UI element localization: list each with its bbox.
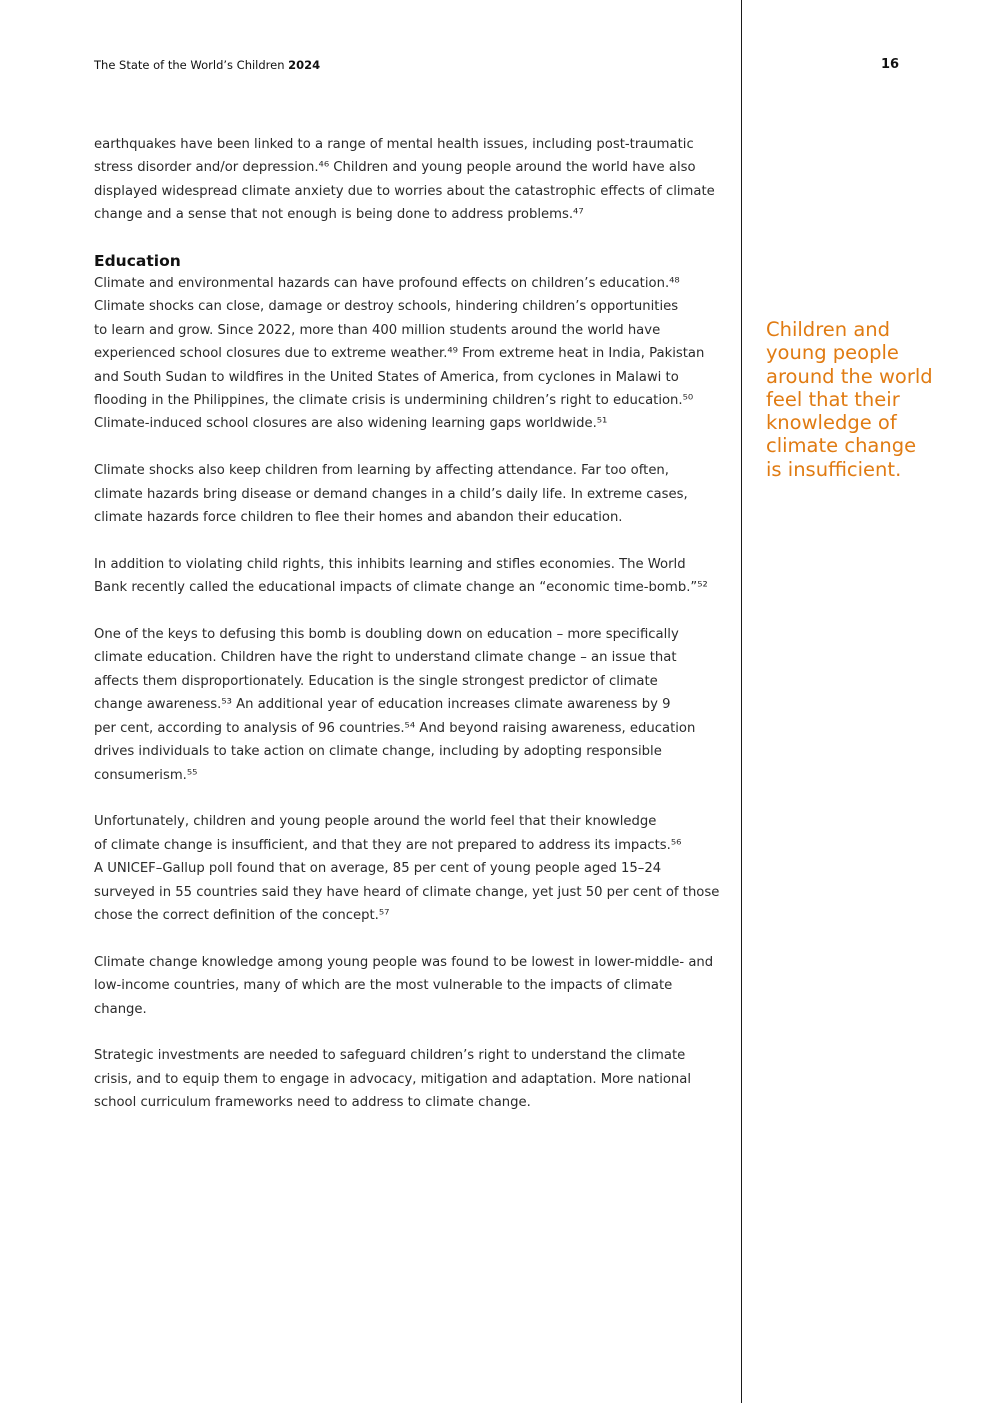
body-paragraph: Climate change knowledge among young people was found to be lowest in lower-middle- and low-income countries, many of which are the most vulnerable to the impacts of climate change. <box>94 954 714 1017</box>
body-paragraph: Climate shocks also keep children from learning by affecting attendance. Far too often, climate hazards bring disease or demand changes in a child’s daily life. In extreme cases, climate hazards force children to flee their homes and abandon their education. <box>94 463 688 526</box>
column-divider <box>741 0 742 1403</box>
body-paragraph: In addition to violating child rights, this inhibits learning and stifles economies. The World Bank recently called the educational impacts of climate change an “economic time-bomb.”⁵² <box>94 556 708 596</box>
main-column <box>94 133 724 1138</box>
intro-paragraph: earthquakes have been linked to a range of mental health issues, including post-traumatic stress disorder and/or depression.⁴⁶ Children and young people around the world have also displayed widespread climate anxiety due to worries about the catastrophic effects of climate change and a sense that not enough is being done to address problems.⁴⁷ <box>94 137 715 223</box>
publication-year: 2024 <box>288 58 321 72</box>
pull-quote: Children and young people around the world feel that their knowledge of climate change is insufficient. <box>766 318 933 481</box>
body-paragraph: Climate and environmental hazards can have profound effects on children’s education.⁴⁸ Climate shocks can close, damage or destroy schools, hindering children’s opportunities to learn and grow. Since 2022, more than 400 million students around the world have experienced school closures due to extreme weather.⁴⁹ From extreme heat in India, Pakistan and South Sudan to wildfires in the United States of America, from cyclones in Malawi to flooding in the Philippines, the climate crisis is undermining children’s right to education.⁵⁰ Climate-induced school closures are also widening learning gaps worldwide.⁵¹ <box>94 276 705 432</box>
section-heading: Education <box>94 252 181 271</box>
running-header <box>94 58 320 72</box>
page-number: 16 <box>881 57 900 72</box>
body-paragraph: Unfortunately, children and young people around the world feel that their knowledge of climate change is insufficient, and that they are not prepared to address its impacts.⁵⁶ A UNICEF–Gallup poll found that on average, 85 per cent of young people aged 15–24 surveyed in 55 countries said they have heard of climate change, yet just 50 per cent of those chose the correct definition of the concept.⁵⁷ <box>94 814 720 923</box>
publication-title: The State of the World’s Children <box>94 58 285 72</box>
body-paragraph: Strategic investments are needed to safeguard children’s right to understand the climate crisis, and to equip them to engage in advocacy, mitigation and adaptation. More national school curriculum frameworks need to address to climate change. <box>94 1048 692 1111</box>
body-paragraph: One of the keys to defusing this bomb is doubling down on education – more specifically climate education. Children have the right to understand climate change – an issue that affects them disproportionately. Education is the single strongest predictor of climate change awareness.⁵³ An additional year of education increases climate awareness by 9 per cent, according to analysis of 96 countries.⁵⁴ And beyond raising awareness, education drives individuals to take action on climate change, including by adopting responsible consumerism.⁵⁵ <box>94 627 696 783</box>
